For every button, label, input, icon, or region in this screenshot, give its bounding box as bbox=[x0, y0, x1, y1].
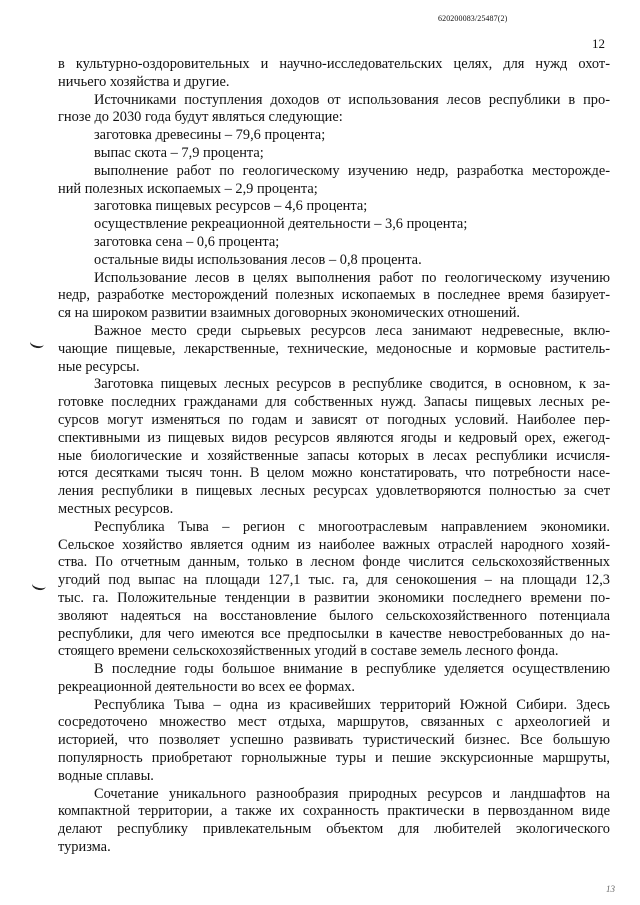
text-line: Использование лесов в целях выполнения работ по геологическому изучению bbox=[94, 269, 610, 286]
document-body bbox=[58, 56, 610, 857]
text-line: готовке последних гражданами для собственных нужд. Запасы пищевых лесных ре- bbox=[58, 394, 610, 411]
text-line: сурсов могут изменяться по годам и зависят от погодных условий. Наиболее пер- bbox=[58, 411, 610, 428]
text-line: Источниками поступления доходов от использования лесов республики в про- bbox=[94, 91, 610, 108]
list-item: заготовка сена – 0,6 процента; bbox=[94, 233, 280, 250]
text-line: в культурно-оздоровительных и научно-исследовательских целях, для нужд охот- bbox=[58, 56, 610, 72]
text-line: ся на широком развитии взаимных договорных экономических отношений. bbox=[58, 305, 521, 322]
text-line: историей, что позволяет успешно развивать туристический бизнес. Все большую bbox=[58, 732, 610, 749]
text-line: популярность приобретают горнолыжные туры и пешие экскурсионные маршруты, bbox=[58, 750, 610, 767]
text-line: Республика Тыва – одна из красивейших территорий Южной Сибири. Здесь bbox=[94, 696, 610, 713]
page-number: 12 bbox=[592, 36, 605, 51]
text-line: тыс. га. Положительные тенденции в развитии экономики последнего времени по- bbox=[58, 589, 610, 606]
corner-handwritten-mark: 13 bbox=[606, 884, 615, 894]
text-line: зволяют надеяться на восстановление былого сельскохозяйственного потенциала bbox=[58, 607, 610, 624]
text-line: спективными из пищевых видов ресурсов являются ягоды и кедровый орех, ежегод- bbox=[58, 429, 610, 446]
text-line: местных ресурсов. bbox=[58, 500, 174, 517]
text-line: Сочетание уникального разнообразия природных ресурсов и ландшафтов на bbox=[94, 785, 610, 802]
list-item: выпас скота – 7,9 процента; bbox=[94, 144, 264, 161]
text-line: Заготовка пищевых лесных ресурсов в республике сводится, в основном, к за- bbox=[94, 376, 610, 393]
text-line: ства. По отчетным данным, только в лесном фонде числится сельскохозяйственных bbox=[58, 554, 610, 571]
document-id: 620200083/25487(2) bbox=[438, 14, 508, 23]
text-line: гнозе до 2030 года будут являться следующие: bbox=[58, 109, 343, 126]
text-line: ются десятками тысяч тонн. В целом можно констатировать, что потребности насе- bbox=[58, 465, 610, 482]
text-line: Важное место среди сырьевых ресурсов леса занимают недревесные, вклю- bbox=[94, 322, 610, 339]
list-item: остальные виды использования лесов – 0,8 процента. bbox=[94, 251, 422, 268]
text-line: ные ресурсы. bbox=[58, 358, 140, 375]
list-item: выполнение работ по геологическому изучению недр, разработка месторожде- bbox=[94, 162, 610, 179]
text-line: ления республики в пищевых лесных ресурсах удовлетворяются полностью за счет bbox=[58, 483, 610, 500]
list-item: осуществление рекреационной деятельности – 3,6 процента; bbox=[94, 216, 468, 233]
margin-tick-mark bbox=[31, 579, 47, 592]
text-line: делают республику привлекательным объектом для любителей экологического bbox=[58, 821, 610, 838]
text-line: угодий под выпас на площади 127,1 тыс. га, для сенокошения – на площади 12,3 bbox=[58, 572, 610, 589]
text-line: водные сплавы. bbox=[58, 767, 154, 784]
text-line: чающие пищевые, лекарственные, технические, медоносные и кормовые раститель- bbox=[58, 340, 610, 357]
text-line: ний полезных ископаемых – 2,9 процента; bbox=[58, 180, 318, 197]
text-line: недр, разработке месторождений полезных ископаемых в последнее время базирует- bbox=[58, 287, 610, 304]
text-line: Сельское хозяйство является одним из наиболее важных отраслей народного хозяй- bbox=[58, 536, 610, 553]
list-item: заготовка древесины – 79,6 процента; bbox=[94, 127, 326, 144]
text-line: стоящего времени сельскохозяйственных угодий в составе земель лесного фонда. bbox=[58, 643, 559, 660]
text-line: компактной территории, а также их сохранность практически в первозданном виде bbox=[58, 803, 610, 820]
margin-tick-mark bbox=[29, 337, 45, 350]
text-line: ные биологические и хозяйственные запасы которых в лесах республики исчисля- bbox=[58, 447, 610, 464]
text-line: В последние годы большое внимание в республике уделяется осуществлению bbox=[94, 661, 610, 678]
list-item: заготовка пищевых ресурсов – 4,6 процента; bbox=[94, 198, 368, 215]
text-line: республики, для чего имеются все предпосылки в качестве невостребованных до на- bbox=[58, 625, 610, 642]
text-line: Республика Тыва – регион с многоотраслевым направлением экономики. bbox=[94, 518, 610, 535]
text-line: туризма. bbox=[58, 839, 111, 856]
text-line: рекреационной деятельности во всех ее формах. bbox=[58, 678, 356, 695]
text-line: ничьего хозяйства и другие. bbox=[58, 73, 230, 90]
text-line: сосредоточено множество мест отдыха, маршрутов, связанных с археологией и bbox=[58, 714, 610, 731]
